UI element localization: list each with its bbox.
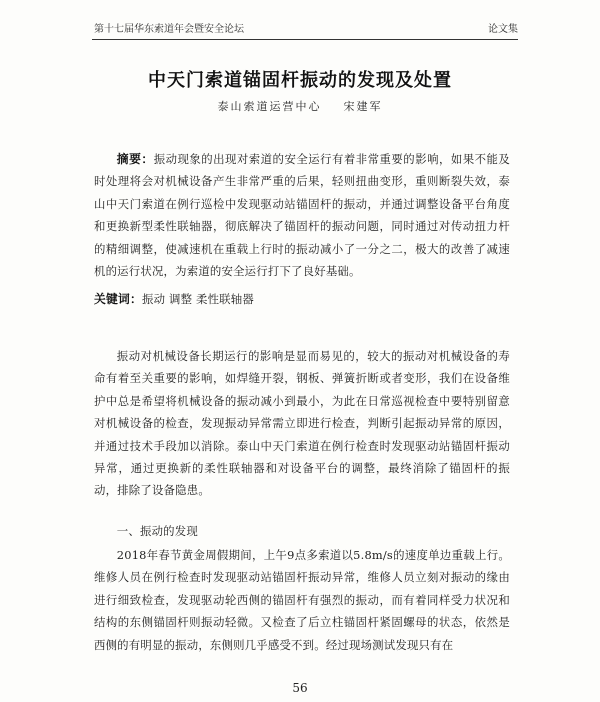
keywords-label: 关键词： xyxy=(94,292,142,306)
author-name: 宋建军 xyxy=(343,100,383,113)
author-line xyxy=(0,98,600,114)
header-conference-title: 第十七届华东索道年会暨安全论坛 xyxy=(94,24,244,35)
abstract xyxy=(94,148,510,282)
keywords-text: 振动 调整 柔性联轴器 xyxy=(142,292,254,306)
paper-title: 中天门索道锚固杆振动的发现及处置 xyxy=(148,70,452,91)
running-header xyxy=(94,22,518,38)
section-heading: 一、振动的发现 xyxy=(116,524,198,538)
keywords xyxy=(94,288,510,310)
abstract-text: 振动现象的出现对索道的安全运行有着非常重要的影响，如果不能及时处理将会对机械设备产生非常严重的后果，轻则扭曲变形，重则断裂失效，泰山中天门索道在例行巡检中发现驱动站锚固杆的振动，并通过调整设备平台角度和更换新型柔性联轴器，彻底解决了锚固杆的振动问题，同时通过对传动扭力杆的精细调整，使减速机在重载上行时的振动减小了一分之二，极大的改善了减速机的运行状况，为索道的安全运行打下了良好基础。 xyxy=(94,152,510,279)
header-collection-label: 论文集 xyxy=(488,24,518,35)
page-number: 56 xyxy=(292,681,308,695)
intro-paragraph: 振动对机械设备长期运行的影响是显而易见的，较大的振动对机械设备的寿命有着至关重要的影响，如焊缝开裂，钢板、弹簧折断或者变形，我们在设备维护中总是希望将机械设备的振动减小到最小，为此在日常巡视检查中要特别留意对机械设备的检查，发现振动异常需立即进行检查，判断引起振动异常的原因，并通过技术手段加以消除。泰山中天门索道在例行检查时发现驱动站锚固杆振动异常，通过更换新的柔性联轴器和对设备平台的调整，最终消除了锚固杆的振动，排除了设备隐患。 xyxy=(94,349,510,498)
author-organization: 泰山索道运营中心 xyxy=(217,100,322,113)
header-rule xyxy=(92,39,518,40)
section-paragraph: 2018年春节黄金周假期间，上午9点多索道以5.8m/s的速度单边重载上行。维修人员在例行检查时发现驱动站锚固杆振动异常，维修人员立刻对振动的缘由进行细致检查，发现驱动轮西侧的锚固杆有强烈的振动，而有着同样受力状况和结构的东侧锚固杆则振动轻微。又检查了后立柱锚固杆紧固螺母的状态，依然是西侧的有明显的振动，东侧则几乎感受不到。经过现场测试发现只有在 xyxy=(94,548,510,652)
abstract-label: 摘要： xyxy=(116,152,154,166)
